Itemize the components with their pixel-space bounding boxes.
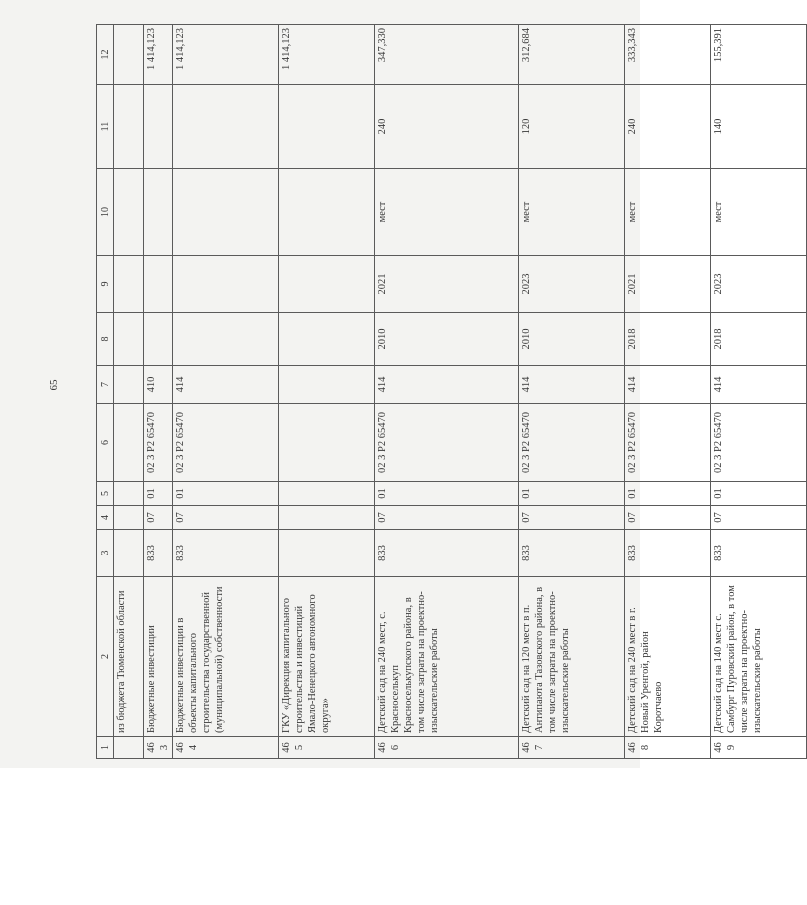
table-cell-col-3: [114, 530, 144, 577]
table-cell-col-6: 02 3 P2 65470: [519, 404, 625, 482]
column-number-row: [97, 25, 114, 759]
table-cell-col-7: [279, 366, 375, 404]
table-cell-col-3: 833: [173, 530, 279, 577]
row-number-cell: 465: [279, 737, 375, 759]
table-cell-col-12: 1 414,123: [279, 25, 375, 85]
table-cell-col-12: 347,330: [375, 25, 519, 85]
table-cell-col-11: 120: [519, 85, 625, 169]
budget-table-rotated: [96, 25, 763, 759]
table-cell-col-5: 01: [625, 482, 711, 506]
table-cell-col-10: [173, 169, 279, 256]
table-cell-col-11: 240: [375, 85, 519, 169]
table-row: [711, 25, 807, 759]
column-number: 3: [97, 530, 114, 577]
table-cell-col-7: 414: [519, 366, 625, 404]
table-cell-col-4: [279, 506, 375, 530]
table-cell-col-3: 833: [711, 530, 807, 577]
table-cell-col-10: [144, 169, 173, 256]
table-cell-col-8: 2018: [625, 313, 711, 366]
column-number: 9: [97, 256, 114, 313]
table-cell-col-3: 833: [144, 530, 173, 577]
table-cell-col-3: 833: [625, 530, 711, 577]
table-row: [519, 25, 625, 759]
table-cell-col-6: 02 3 P2 65470: [375, 404, 519, 482]
page-number: 65: [48, 379, 60, 391]
table-cell-col-5: 01: [519, 482, 625, 506]
table-cell-col-11: [114, 85, 144, 169]
table-cell-col-12: 1 414,123: [144, 25, 173, 85]
column-number: 12: [97, 25, 114, 85]
item-name-cell: Детский сад на 240 мест в г. Новый Уренгой, район Коротчаево: [625, 577, 711, 737]
item-name-cell: Детский сад на 120 мест в п. Антипаюта Тазовского района, в том числе затраты на проектно-изыскательские работы: [519, 577, 625, 737]
table-cell-col-9: [114, 256, 144, 313]
table-cell-col-8: [114, 313, 144, 366]
row-number-cell: [114, 737, 144, 759]
table-cell-col-7: 414: [173, 366, 279, 404]
item-name-cell: Бюджетные инвестиции в объекты капитального строительства государственной (муниципальной) собственности: [173, 577, 279, 737]
column-number: 5: [97, 482, 114, 506]
table-cell-col-12: 1 414,123: [173, 25, 279, 85]
table-cell-col-3: 833: [375, 530, 519, 577]
table-cell-col-5: 01: [173, 482, 279, 506]
table-cell-col-3: 833: [519, 530, 625, 577]
table-cell-col-10: мест: [625, 169, 711, 256]
column-number: 11: [97, 85, 114, 169]
table-cell-col-10: мест: [711, 169, 807, 256]
table-cell-col-7: 414: [625, 366, 711, 404]
table-cell-col-6: [279, 404, 375, 482]
table-row: [144, 25, 173, 759]
table-cell-col-10: [279, 169, 375, 256]
table-cell-col-11: [279, 85, 375, 169]
table-cell-col-6: 02 3 P2 65470: [173, 404, 279, 482]
table-cell-col-3: [279, 530, 375, 577]
table-cell-col-5: [279, 482, 375, 506]
column-number: 4: [97, 506, 114, 530]
item-name-cell: Бюджетные инвестиции: [144, 577, 173, 737]
table-cell-col-9: [144, 256, 173, 313]
table-cell-col-9: [173, 256, 279, 313]
table-cell-col-12: 312,684: [519, 25, 625, 85]
table-cell-col-4: 07: [625, 506, 711, 530]
column-number: 2: [97, 577, 114, 737]
table-cell-col-5: [114, 482, 144, 506]
table-cell-col-9: [279, 256, 375, 313]
table-cell-col-10: мест: [375, 169, 519, 256]
table-cell-col-6: [114, 404, 144, 482]
table-cell-col-5: 01: [711, 482, 807, 506]
table-cell-col-4: 07: [144, 506, 173, 530]
table-cell-col-4: 07: [711, 506, 807, 530]
table-cell-col-10: [114, 169, 144, 256]
table-cell-col-9: 2023: [711, 256, 807, 313]
table-cell-col-9: 2021: [625, 256, 711, 313]
table-cell-col-8: 2018: [711, 313, 807, 366]
row-number-cell: 468: [625, 737, 711, 759]
budget-table: [96, 24, 807, 759]
row-number-cell: 464: [173, 737, 279, 759]
table-cell-col-11: [144, 85, 173, 169]
item-name-cell: из бюджета Тюменской области: [114, 577, 144, 737]
table-cell-col-8: 2010: [519, 313, 625, 366]
table-cell-col-8: 2010: [375, 313, 519, 366]
table-row: [279, 25, 375, 759]
table-cell-col-12: 333,343: [625, 25, 711, 85]
table-row: [625, 25, 711, 759]
column-number: 10: [97, 169, 114, 256]
table-cell-col-5: 01: [375, 482, 519, 506]
table-cell-col-8: [144, 313, 173, 366]
table-cell-col-11: [173, 85, 279, 169]
column-number: 1: [97, 737, 114, 759]
table-cell-col-12: 155,391: [711, 25, 807, 85]
table-cell-col-11: 240: [625, 85, 711, 169]
item-name-cell: Детский сад на 240 мест, с. Красноселькуп Красноселькупского района, в том числе затраты на проектно-изыскательские работы: [375, 577, 519, 737]
table-cell-col-6: 02 3 P2 65470: [625, 404, 711, 482]
table-cell-col-5: 01: [144, 482, 173, 506]
table-cell-col-7: 410: [144, 366, 173, 404]
table-cell-col-4: 07: [519, 506, 625, 530]
table-cell-col-9: 2021: [375, 256, 519, 313]
table-cell-col-9: 2023: [519, 256, 625, 313]
row-number-cell: 463: [144, 737, 173, 759]
table-row: [114, 25, 144, 759]
table-cell-col-7: [114, 366, 144, 404]
table-cell-col-8: [279, 313, 375, 366]
table-cell-col-4: 07: [375, 506, 519, 530]
item-name-cell: ГКУ «Дирекция капитального строительства и инвестиций Ямало-Ненецкого автономного округа»: [279, 577, 375, 737]
table-cell-col-4: [114, 506, 144, 530]
row-number-cell: 466: [375, 737, 519, 759]
row-number-cell: 469: [711, 737, 807, 759]
table-cell-col-7: 414: [375, 366, 519, 404]
item-name-cell: Детский сад на 140 мест с. Самбург Пуровский район, в том числе затраты на проектно-изыскательские работы: [711, 577, 807, 737]
table-cell-col-10: мест: [519, 169, 625, 256]
column-number: 6: [97, 404, 114, 482]
table-cell-col-6: 02 3 P2 65470: [711, 404, 807, 482]
table-cell-col-11: 140: [711, 85, 807, 169]
column-number: 7: [97, 366, 114, 404]
column-number: 8: [97, 313, 114, 366]
table-cell-col-6: 02 3 P2 65470: [144, 404, 173, 482]
table-cell-col-7: 414: [711, 366, 807, 404]
table-cell-col-8: [173, 313, 279, 366]
table-row: [375, 25, 519, 759]
row-number-cell: 467: [519, 737, 625, 759]
table-cell-col-12: [114, 25, 144, 85]
table-cell-col-4: 07: [173, 506, 279, 530]
table-row: [173, 25, 279, 759]
